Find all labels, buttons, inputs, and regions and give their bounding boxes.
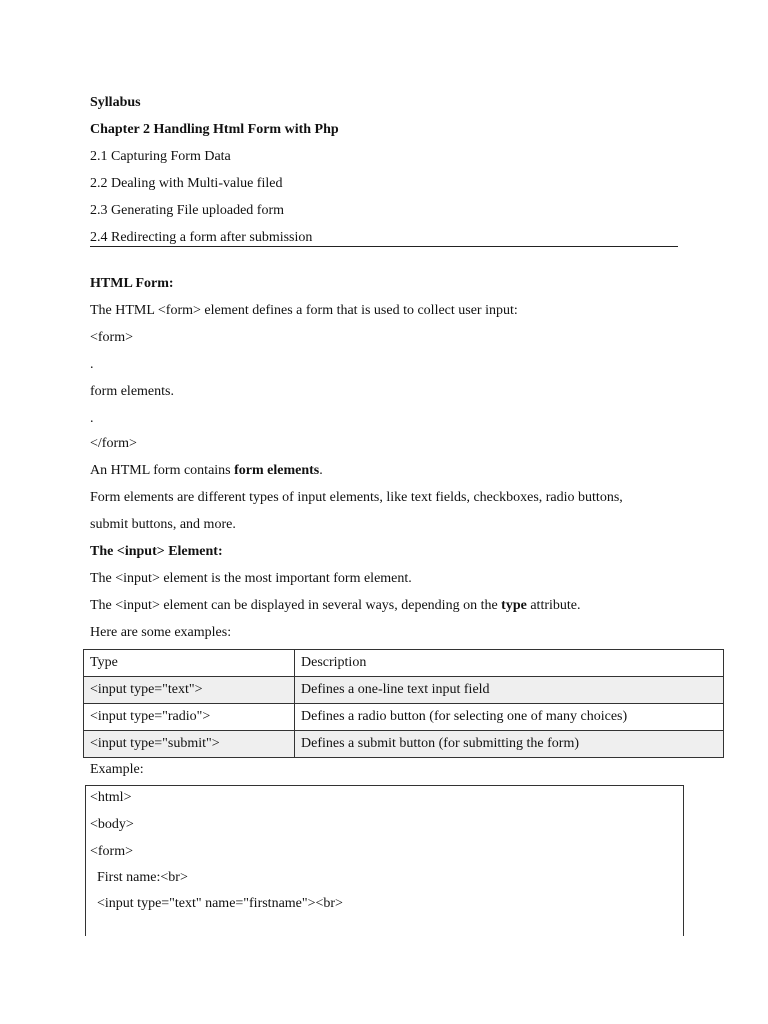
table-cell-description: Defines a one-line text input field xyxy=(295,677,724,704)
table-row xyxy=(84,704,724,731)
table-header-cell: Type xyxy=(84,650,295,677)
syllabus-item: 2.4 Redirecting a form after submission xyxy=(90,230,313,245)
form-contains-prefix: An HTML form contains xyxy=(90,463,235,478)
code-line: <html> xyxy=(90,790,132,805)
input-element-heading: The <input> Element: xyxy=(90,544,223,559)
form-elements-description-cont: submit buttons, and more. xyxy=(90,517,236,532)
table-row xyxy=(84,677,724,704)
table-header-row xyxy=(84,650,724,677)
code-line: <body> xyxy=(90,817,134,832)
form-elements-description: Form elements are different types of input elements, like text fields, checkboxes, radio buttons, xyxy=(90,490,623,505)
example-code-box xyxy=(85,785,684,936)
form-code-line: . xyxy=(90,357,94,372)
table-cell-type: <input type="radio"> xyxy=(84,704,295,731)
table-cell-type: <input type="text"> xyxy=(84,677,295,704)
table-cell-description: Defines a radio button (for selecting one of many choices) xyxy=(295,704,724,731)
table-header-cell: Description xyxy=(295,650,724,677)
type-attribute-term: type xyxy=(501,598,527,613)
table-cell-description: Defines a submit button (for submitting the form) xyxy=(295,731,724,758)
form-code-line: <form> xyxy=(90,330,134,345)
syllabus-item: 2.1 Capturing Form Data xyxy=(90,149,231,164)
table-cell-type: <input type="submit"> xyxy=(84,731,295,758)
html-form-heading: HTML Form: xyxy=(90,276,174,291)
form-code-line: </form> xyxy=(90,436,137,451)
form-contains-text xyxy=(90,462,323,480)
type-line-suffix: attribute. xyxy=(526,598,581,613)
input-element-line: The <input> element is the most important form element. xyxy=(90,571,412,586)
examples-intro: Here are some examples: xyxy=(90,625,232,640)
syllabus-item: 2.2 Dealing with Multi-value filed xyxy=(90,176,283,191)
chapter-title: Chapter 2 Handling Html Form with Php xyxy=(90,122,339,137)
form-contains-suffix: . xyxy=(319,463,323,478)
input-element-type-line xyxy=(90,597,581,615)
form-code-line: . xyxy=(90,411,94,426)
syllabus-item: 2.3 Generating File uploaded form xyxy=(90,203,285,218)
example-label: Example: xyxy=(90,762,144,777)
table-row xyxy=(84,731,724,758)
code-line: <form> xyxy=(90,844,134,859)
code-line: <input type="text" name="firstname"><br> xyxy=(90,896,343,911)
syllabus-heading: Syllabus xyxy=(90,95,141,110)
form-code-line: form elements. xyxy=(90,384,174,399)
html-form-intro: The HTML <form> element defines a form that is used to collect user input: xyxy=(90,303,518,318)
section-divider xyxy=(90,246,678,247)
input-types-table xyxy=(83,649,724,758)
type-line-prefix: The <input> element can be displayed in several ways, depending on the xyxy=(90,598,502,613)
form-elements-term: form elements xyxy=(234,463,320,478)
code-line: First name:<br> xyxy=(90,870,188,885)
